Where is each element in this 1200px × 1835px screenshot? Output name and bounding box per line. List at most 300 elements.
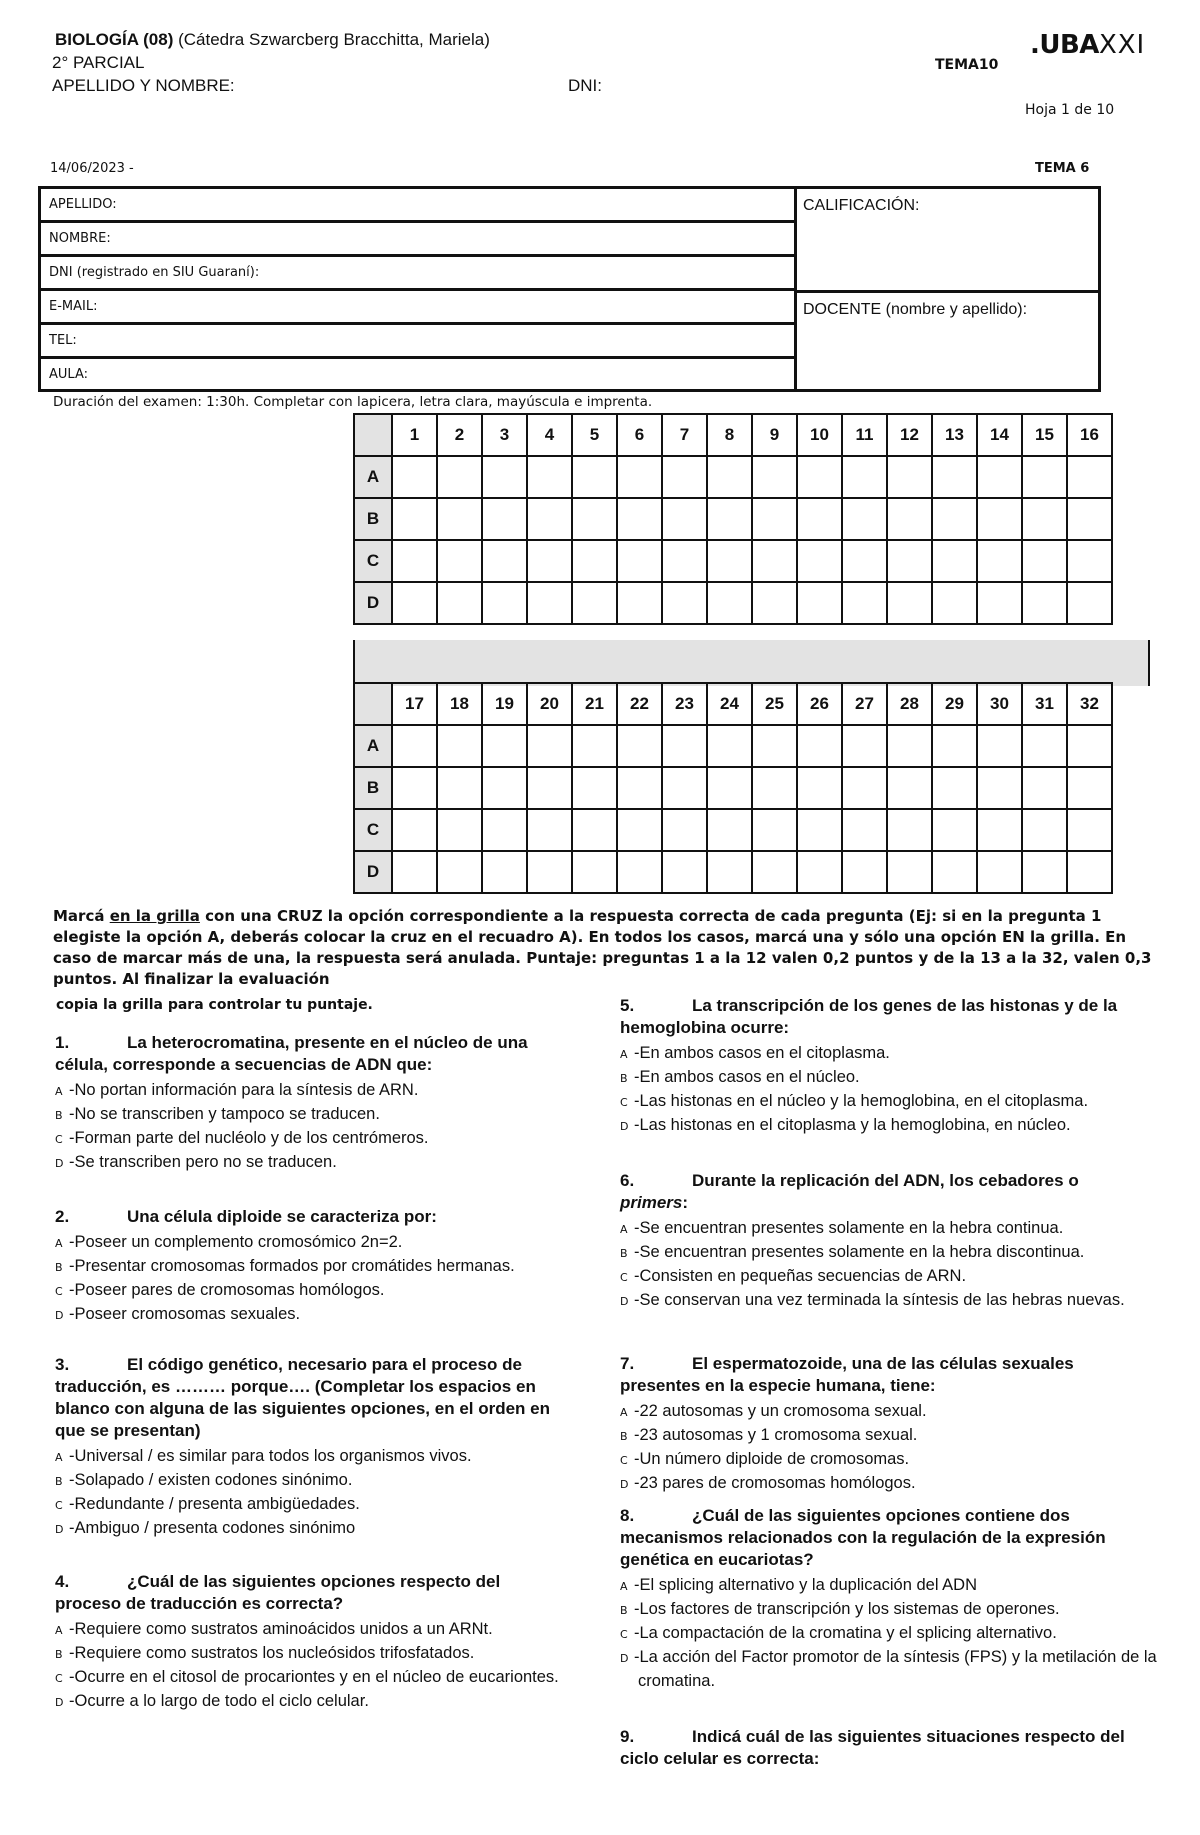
answer-cell[interactable] xyxy=(617,582,662,624)
answer-cell[interactable] xyxy=(977,809,1022,851)
answer-cell[interactable] xyxy=(527,540,572,582)
question-number: 5. xyxy=(620,996,635,1015)
answer-cell[interactable] xyxy=(617,456,662,498)
answer-option xyxy=(620,1448,1150,1472)
grid-question-number: 32 xyxy=(1067,683,1112,725)
option-letter: A xyxy=(620,1580,628,1593)
answer-option xyxy=(55,1127,565,1151)
grid-option-label: D xyxy=(354,851,392,893)
page-number: Hoja 1 de 10 xyxy=(1025,102,1115,118)
answer-option xyxy=(620,1042,1150,1066)
grid-question-number: 11 xyxy=(842,414,887,456)
grid-question-number: 31 xyxy=(1022,683,1067,725)
answer-option xyxy=(620,1400,1150,1424)
answer-option xyxy=(620,1622,1160,1646)
option-letter: B xyxy=(55,1261,63,1274)
answer-cell[interactable] xyxy=(662,540,707,582)
answer-cell[interactable] xyxy=(932,725,977,767)
answer-option xyxy=(55,1690,565,1714)
question-text xyxy=(620,1726,1160,1770)
grid-question-number: 4 xyxy=(527,414,572,456)
answer-cell[interactable] xyxy=(527,851,572,893)
answer-cell[interactable] xyxy=(1067,498,1112,540)
answer-cell[interactable] xyxy=(977,540,1022,582)
email-field[interactable]: E-MAIL: xyxy=(41,291,794,325)
grid-question-number: 25 xyxy=(752,683,797,725)
option-text: -Requiere como sustratos aminoácidos unidos a un ARNt. xyxy=(69,1620,493,1638)
answer-cell[interactable] xyxy=(752,851,797,893)
grid-option-label: C xyxy=(354,809,392,851)
option-letter: D xyxy=(55,1157,64,1170)
dni-label: DNI: xyxy=(568,76,602,95)
question-number: 8. xyxy=(620,1506,635,1525)
question-6 xyxy=(620,1170,1150,1313)
option-letter: C xyxy=(620,1454,628,1467)
question-number: 2. xyxy=(55,1207,70,1226)
answer-cell[interactable] xyxy=(842,498,887,540)
answer-cell[interactable] xyxy=(572,767,617,809)
answer-cell[interactable] xyxy=(977,851,1022,893)
grid-question-number: 3 xyxy=(482,414,527,456)
grid-option-label: A xyxy=(354,456,392,498)
answer-cell[interactable] xyxy=(617,851,662,893)
answer-cell[interactable] xyxy=(932,456,977,498)
answer-cell[interactable] xyxy=(842,725,887,767)
question-stem: Durante la replicación del ADN, los cebadores o xyxy=(692,1171,1079,1190)
options-list xyxy=(620,1217,1150,1313)
question-stem-italic: primers xyxy=(620,1193,683,1212)
question-number: 6. xyxy=(620,1171,635,1190)
question-text xyxy=(620,1170,1150,1214)
grid-question-number: 28 xyxy=(887,683,932,725)
answer-cell[interactable] xyxy=(752,582,797,624)
option-letter: D xyxy=(620,1652,629,1665)
answer-cell[interactable] xyxy=(797,582,842,624)
answer-cell[interactable] xyxy=(662,498,707,540)
question-stem: El espermatozoide, una de las células sexuales presentes en la especie humana, tiene: xyxy=(620,1354,1074,1395)
grid-question-number: 16 xyxy=(1067,414,1112,456)
answer-cell[interactable] xyxy=(887,582,932,624)
answer-cell[interactable] xyxy=(662,851,707,893)
question-text xyxy=(620,1505,1160,1571)
answer-cell[interactable] xyxy=(1022,582,1067,624)
answer-option xyxy=(620,1598,1160,1622)
option-letter: D xyxy=(620,1478,629,1491)
answer-cell[interactable] xyxy=(932,851,977,893)
answer-cell[interactable] xyxy=(977,498,1022,540)
answer-option xyxy=(55,1151,565,1175)
option-letter: C xyxy=(55,1672,63,1685)
answer-cell[interactable] xyxy=(887,540,932,582)
grid-option-label: A xyxy=(354,725,392,767)
answer-option xyxy=(55,1445,575,1469)
grid-question-number: 20 xyxy=(527,683,572,725)
answer-cell[interactable] xyxy=(707,540,752,582)
answer-cell[interactable] xyxy=(1022,725,1067,767)
grid-question-number: 29 xyxy=(932,683,977,725)
question-stem: ¿Cuál de las siguientes opciones contiene dos mecanismos relacionados con la regulación de la expresión genética en eucariotas? xyxy=(620,1506,1106,1569)
grid-question-number: 1 xyxy=(392,414,437,456)
answer-cell[interactable] xyxy=(707,498,752,540)
answer-cell[interactable] xyxy=(1067,456,1112,498)
answer-cell[interactable] xyxy=(842,582,887,624)
option-text: -22 autosomas y un cromosoma sexual. xyxy=(634,1402,927,1420)
question-number: 9. xyxy=(620,1727,635,1746)
grid-question-number: 6 xyxy=(617,414,662,456)
answer-cell[interactable] xyxy=(617,498,662,540)
option-text: -Presentar cromosomas formados por cromátides hermanas. xyxy=(69,1257,515,1275)
grid-row xyxy=(354,767,1112,809)
instructions: Marcá en la grilla con una CRUZ la opción correspondiente a la respuesta correcta de cada pregunta (Ej: si en la pregunta 1 elegiste la opción A, deberás colocar la cruz en el recuadro A). En todos los casos, marcá una y sólo una opción EN la grilla. En caso de marcar más de una, la respuesta será anulada. Puntaje: preguntas 1 a la 12 valen 0,2 puntos y de la 13 a la 32, valen 0,3 puntos. Al finalizar la evaluación xyxy=(53,907,1152,988)
option-letter: B xyxy=(620,1430,628,1443)
answer-cell[interactable] xyxy=(482,540,527,582)
option-letter: B xyxy=(620,1247,628,1260)
option-text: -Poseer cromosomas sexuales. xyxy=(69,1305,301,1323)
question-stem: Una célula diploide se caracteriza por: xyxy=(127,1207,437,1226)
question-2 xyxy=(55,1206,565,1327)
answer-option xyxy=(620,1289,1150,1313)
grid-question-number: 30 xyxy=(977,683,1022,725)
answer-cell[interactable] xyxy=(707,767,752,809)
answer-cell[interactable] xyxy=(392,456,437,498)
answer-cell[interactable] xyxy=(842,456,887,498)
question-stem: El código genético, necesario para el proceso de traducción, es ……… porque…. (Completar los espacios en blanco con alguna de las siguientes opciones, en el orden en que se presentan) xyxy=(55,1355,551,1440)
answer-cell[interactable] xyxy=(392,767,437,809)
answer-cell[interactable] xyxy=(572,498,617,540)
answer-cell[interactable] xyxy=(707,809,752,851)
answer-cell[interactable] xyxy=(482,725,527,767)
answer-cell[interactable] xyxy=(797,540,842,582)
answer-option xyxy=(620,1472,1150,1496)
grid-question-number: 18 xyxy=(437,683,482,725)
option-letter: A xyxy=(55,1624,63,1637)
answer-option xyxy=(620,1241,1150,1265)
answer-cell[interactable] xyxy=(392,851,437,893)
grid-row xyxy=(354,725,1112,767)
docente-field[interactable]: DOCENTE (nombre y apellido): xyxy=(803,301,1028,318)
answer-cell[interactable] xyxy=(437,582,482,624)
grid-option-label: B xyxy=(354,767,392,809)
answer-option xyxy=(55,1303,565,1327)
option-letter: B xyxy=(620,1604,628,1617)
answer-cell[interactable] xyxy=(437,498,482,540)
option-letter: B xyxy=(55,1648,63,1661)
answer-cell[interactable] xyxy=(527,498,572,540)
option-text: -Los factores de transcripción y los sistemas de operones. xyxy=(634,1600,1060,1618)
answer-cell[interactable] xyxy=(392,725,437,767)
answer-option xyxy=(55,1231,565,1255)
answer-option xyxy=(620,1090,1150,1114)
grid-question-number: 23 xyxy=(662,683,707,725)
answer-cell[interactable] xyxy=(1067,809,1112,851)
answer-cell[interactable] xyxy=(1022,809,1067,851)
option-text: -Ambiguo / presenta codones sinónimo xyxy=(69,1519,356,1537)
answer-cell[interactable] xyxy=(437,851,482,893)
options-list xyxy=(620,1042,1150,1138)
grid-option-label: B xyxy=(354,498,392,540)
answer-cell[interactable] xyxy=(932,540,977,582)
answer-cell[interactable] xyxy=(662,767,707,809)
question-text xyxy=(55,1354,575,1442)
answer-cell[interactable] xyxy=(392,540,437,582)
grid-option-label: C xyxy=(354,540,392,582)
answer-cell[interactable] xyxy=(887,809,932,851)
question-number: 7. xyxy=(620,1354,635,1373)
answer-cell[interactable] xyxy=(662,582,707,624)
answer-cell[interactable] xyxy=(977,456,1022,498)
answer-cell[interactable] xyxy=(392,809,437,851)
answer-cell[interactable] xyxy=(752,456,797,498)
grid-row xyxy=(354,582,1112,624)
answer-cell[interactable] xyxy=(752,767,797,809)
answer-cell[interactable] xyxy=(752,540,797,582)
exam-date: 14/06/2023 - xyxy=(50,161,134,176)
grid-question-number: 22 xyxy=(617,683,662,725)
answer-cell[interactable] xyxy=(797,456,842,498)
option-letter: B xyxy=(55,1475,63,1488)
option-text: -Universal / es similar para todos los organismos vivos. xyxy=(69,1447,472,1465)
tema-label: TEMA 6 xyxy=(1035,161,1090,176)
option-letter: A xyxy=(620,1048,628,1061)
nombre-field[interactable]: NOMBRE: xyxy=(41,223,794,257)
option-letter: C xyxy=(55,1499,63,1512)
options-list xyxy=(620,1400,1150,1496)
answer-cell[interactable] xyxy=(1022,540,1067,582)
option-text: -Consisten en pequeñas secuencias de ARN. xyxy=(634,1267,967,1285)
question-stem-end: : xyxy=(682,1193,689,1212)
answer-cell[interactable] xyxy=(662,809,707,851)
question-number: 1. xyxy=(55,1033,70,1052)
answer-cell[interactable] xyxy=(797,809,842,851)
question-number: 4. xyxy=(55,1572,70,1591)
question-text xyxy=(620,995,1150,1039)
grid-question-number: 17 xyxy=(392,683,437,725)
question-4 xyxy=(55,1571,565,1714)
answer-option xyxy=(55,1255,565,1279)
answer-cell[interactable] xyxy=(1067,540,1112,582)
divider xyxy=(794,189,797,389)
student-info-box xyxy=(38,186,1101,392)
option-text: -Las histonas en el núcleo y la hemoglobina, en el citoplasma. xyxy=(634,1092,1089,1110)
answer-option xyxy=(620,1646,1160,1693)
answer-cell[interactable] xyxy=(437,456,482,498)
option-text: -Poseer pares de cromosomas homólogos. xyxy=(69,1281,385,1299)
option-letter: A xyxy=(620,1223,628,1236)
answer-cell[interactable] xyxy=(527,767,572,809)
answer-cell[interactable] xyxy=(797,498,842,540)
answer-cell[interactable] xyxy=(437,725,482,767)
answer-cell[interactable] xyxy=(482,851,527,893)
answer-cell[interactable] xyxy=(527,725,572,767)
answer-cell[interactable] xyxy=(932,582,977,624)
option-text: -Forman parte del nucléolo y de los centrómeros. xyxy=(69,1129,429,1147)
aula-field[interactable]: AULA: xyxy=(49,367,88,382)
answer-cell[interactable] xyxy=(1067,851,1112,893)
answer-cell[interactable] xyxy=(572,809,617,851)
option-text: -En ambos casos en el citoplasma. xyxy=(634,1044,890,1062)
answer-cell[interactable] xyxy=(887,767,932,809)
option-letter: D xyxy=(55,1309,64,1322)
option-letter: A xyxy=(620,1406,628,1419)
grid-header-row xyxy=(354,414,1112,456)
answer-cell[interactable] xyxy=(482,809,527,851)
answer-cell[interactable] xyxy=(977,767,1022,809)
answer-cell[interactable] xyxy=(887,851,932,893)
answer-option xyxy=(620,1066,1150,1090)
duration-note: Duración del examen: 1:30h. Completar con lapicera, letra clara, mayúscula e imprenta. xyxy=(53,394,653,410)
answer-cell[interactable] xyxy=(932,498,977,540)
answer-cell[interactable] xyxy=(572,456,617,498)
answer-cell[interactable] xyxy=(887,725,932,767)
apellido-field[interactable]: APELLIDO: xyxy=(41,189,794,223)
option-letter: C xyxy=(620,1271,628,1284)
answer-cell[interactable] xyxy=(572,582,617,624)
grid-question-number: 12 xyxy=(887,414,932,456)
answer-cell[interactable] xyxy=(977,582,1022,624)
option-text: -Se conservan una vez terminada la síntesis de las hebras nuevas. xyxy=(634,1291,1125,1309)
answer-cell[interactable] xyxy=(932,767,977,809)
answer-cell[interactable] xyxy=(1022,498,1067,540)
option-text: -23 autosomas y 1 cromosoma sexual. xyxy=(634,1426,918,1444)
grid-question-number: 24 xyxy=(707,683,752,725)
answer-cell[interactable] xyxy=(662,456,707,498)
option-letter: D xyxy=(620,1120,629,1133)
answer-cell[interactable] xyxy=(797,725,842,767)
question-text xyxy=(55,1206,565,1228)
answer-cell[interactable] xyxy=(707,725,752,767)
grid-row xyxy=(354,809,1112,851)
answer-cell[interactable] xyxy=(482,582,527,624)
answer-cell[interactable] xyxy=(482,456,527,498)
answer-cell[interactable] xyxy=(1067,767,1112,809)
grid-row xyxy=(354,498,1112,540)
option-text: -Redundante / presenta ambigüedades. xyxy=(69,1495,360,1513)
grid-question-number: 19 xyxy=(482,683,527,725)
answer-cell[interactable] xyxy=(617,725,662,767)
answer-option xyxy=(620,1114,1150,1138)
answer-cell[interactable] xyxy=(1067,725,1112,767)
grid-corner xyxy=(354,414,392,456)
answer-cell[interactable] xyxy=(842,540,887,582)
option-text: -23 pares de cromosomas homólogos. xyxy=(634,1474,916,1492)
answer-cell[interactable] xyxy=(1022,851,1067,893)
question-9 xyxy=(620,1726,1160,1770)
answer-cell[interactable] xyxy=(887,456,932,498)
answer-cell[interactable] xyxy=(527,582,572,624)
question-stem: La heterocromatina, presente en el núcleo de una célula, corresponde a secuencias de ADN que: xyxy=(55,1033,528,1074)
answer-cell[interactable] xyxy=(977,725,1022,767)
answer-cell[interactable] xyxy=(707,582,752,624)
answer-option xyxy=(55,1469,575,1493)
answer-cell[interactable] xyxy=(707,851,752,893)
answer-cell[interactable] xyxy=(437,767,482,809)
option-text: -Ocurre a lo largo de todo el ciclo celular. xyxy=(69,1692,369,1710)
option-text: -La compactación de la cromatina y el splicing alternativo. xyxy=(634,1624,1057,1642)
answer-cell[interactable] xyxy=(797,851,842,893)
answer-cell[interactable] xyxy=(482,767,527,809)
answer-option xyxy=(55,1666,565,1690)
option-text: -Poseer un complemento cromosómico 2n=2. xyxy=(69,1233,403,1251)
answer-option xyxy=(55,1279,565,1303)
answer-cell[interactable] xyxy=(527,809,572,851)
option-text: -Se encuentran presentes solamente en la hebra discontinua. xyxy=(634,1243,1085,1261)
option-letter: D xyxy=(620,1295,629,1308)
answer-cell[interactable] xyxy=(1022,456,1067,498)
option-text: -La acción del Factor promotor de la síntesis (FPS) y la metilación de la cromatina. xyxy=(634,1648,1157,1690)
answer-cell[interactable] xyxy=(1067,582,1112,624)
tel-field[interactable]: TEL: xyxy=(41,325,794,359)
question-stem: Indicá cuál de las siguientes situaciones respecto del ciclo celular es correcta: xyxy=(620,1727,1125,1768)
answer-option xyxy=(620,1265,1150,1289)
answer-cell[interactable] xyxy=(482,498,527,540)
grid-header-row xyxy=(354,683,1112,725)
answer-cell[interactable] xyxy=(842,851,887,893)
answer-cell[interactable] xyxy=(572,851,617,893)
answer-cell[interactable] xyxy=(1022,767,1067,809)
grid-question-number: 10 xyxy=(797,414,842,456)
grid-option-label: D xyxy=(354,582,392,624)
answer-cell[interactable] xyxy=(752,498,797,540)
answer-cell[interactable] xyxy=(437,540,482,582)
answer-cell[interactable] xyxy=(842,809,887,851)
option-text: -En ambos casos en el núcleo. xyxy=(634,1068,860,1086)
answer-cell[interactable] xyxy=(392,582,437,624)
answer-cell[interactable] xyxy=(842,767,887,809)
option-letter: C xyxy=(55,1285,63,1298)
option-text: -Se transcriben pero no se traducen. xyxy=(69,1153,337,1171)
answer-cell[interactable] xyxy=(572,540,617,582)
answer-cell[interactable] xyxy=(572,725,617,767)
answer-option xyxy=(620,1424,1150,1448)
grid-question-number: 13 xyxy=(932,414,977,456)
option-text: -Las histonas en el citoplasma y la hemoglobina, en núcleo. xyxy=(634,1116,1071,1134)
dni-field[interactable]: DNI (registrado en SIU Guaraní): xyxy=(41,257,794,291)
answer-option xyxy=(620,1574,1160,1598)
answer-cell[interactable] xyxy=(392,498,437,540)
answer-cell[interactable] xyxy=(707,456,752,498)
answer-cell[interactable] xyxy=(887,498,932,540)
answer-cell[interactable] xyxy=(797,767,842,809)
answer-option xyxy=(55,1103,565,1127)
answer-cell[interactable] xyxy=(752,809,797,851)
answer-cell[interactable] xyxy=(662,725,707,767)
option-letter: C xyxy=(620,1096,628,1109)
option-letter: A xyxy=(55,1085,63,1098)
answer-cell[interactable] xyxy=(617,809,662,851)
question-7 xyxy=(620,1353,1150,1496)
answer-cell[interactable] xyxy=(752,725,797,767)
option-letter: C xyxy=(620,1628,628,1641)
grid-question-number: 8 xyxy=(707,414,752,456)
answer-cell[interactable] xyxy=(437,809,482,851)
answer-cell[interactable] xyxy=(932,809,977,851)
answer-option xyxy=(55,1493,575,1517)
question-text xyxy=(55,1571,565,1615)
answer-option xyxy=(55,1642,565,1666)
calificacion-field[interactable]: CALIFICACIÓN: xyxy=(803,197,920,214)
grid-row xyxy=(354,540,1112,582)
question-number: 3. xyxy=(55,1355,70,1374)
answer-cell[interactable] xyxy=(617,540,662,582)
option-letter: C xyxy=(55,1133,63,1146)
answer-option xyxy=(55,1517,575,1541)
option-letter: D xyxy=(55,1523,64,1536)
grid-question-number: 2 xyxy=(437,414,482,456)
answer-cell[interactable] xyxy=(527,456,572,498)
answer-cell[interactable] xyxy=(617,767,662,809)
option-text: -No se transcriben y tampoco se traducen. xyxy=(69,1105,380,1123)
options-list xyxy=(55,1618,565,1714)
